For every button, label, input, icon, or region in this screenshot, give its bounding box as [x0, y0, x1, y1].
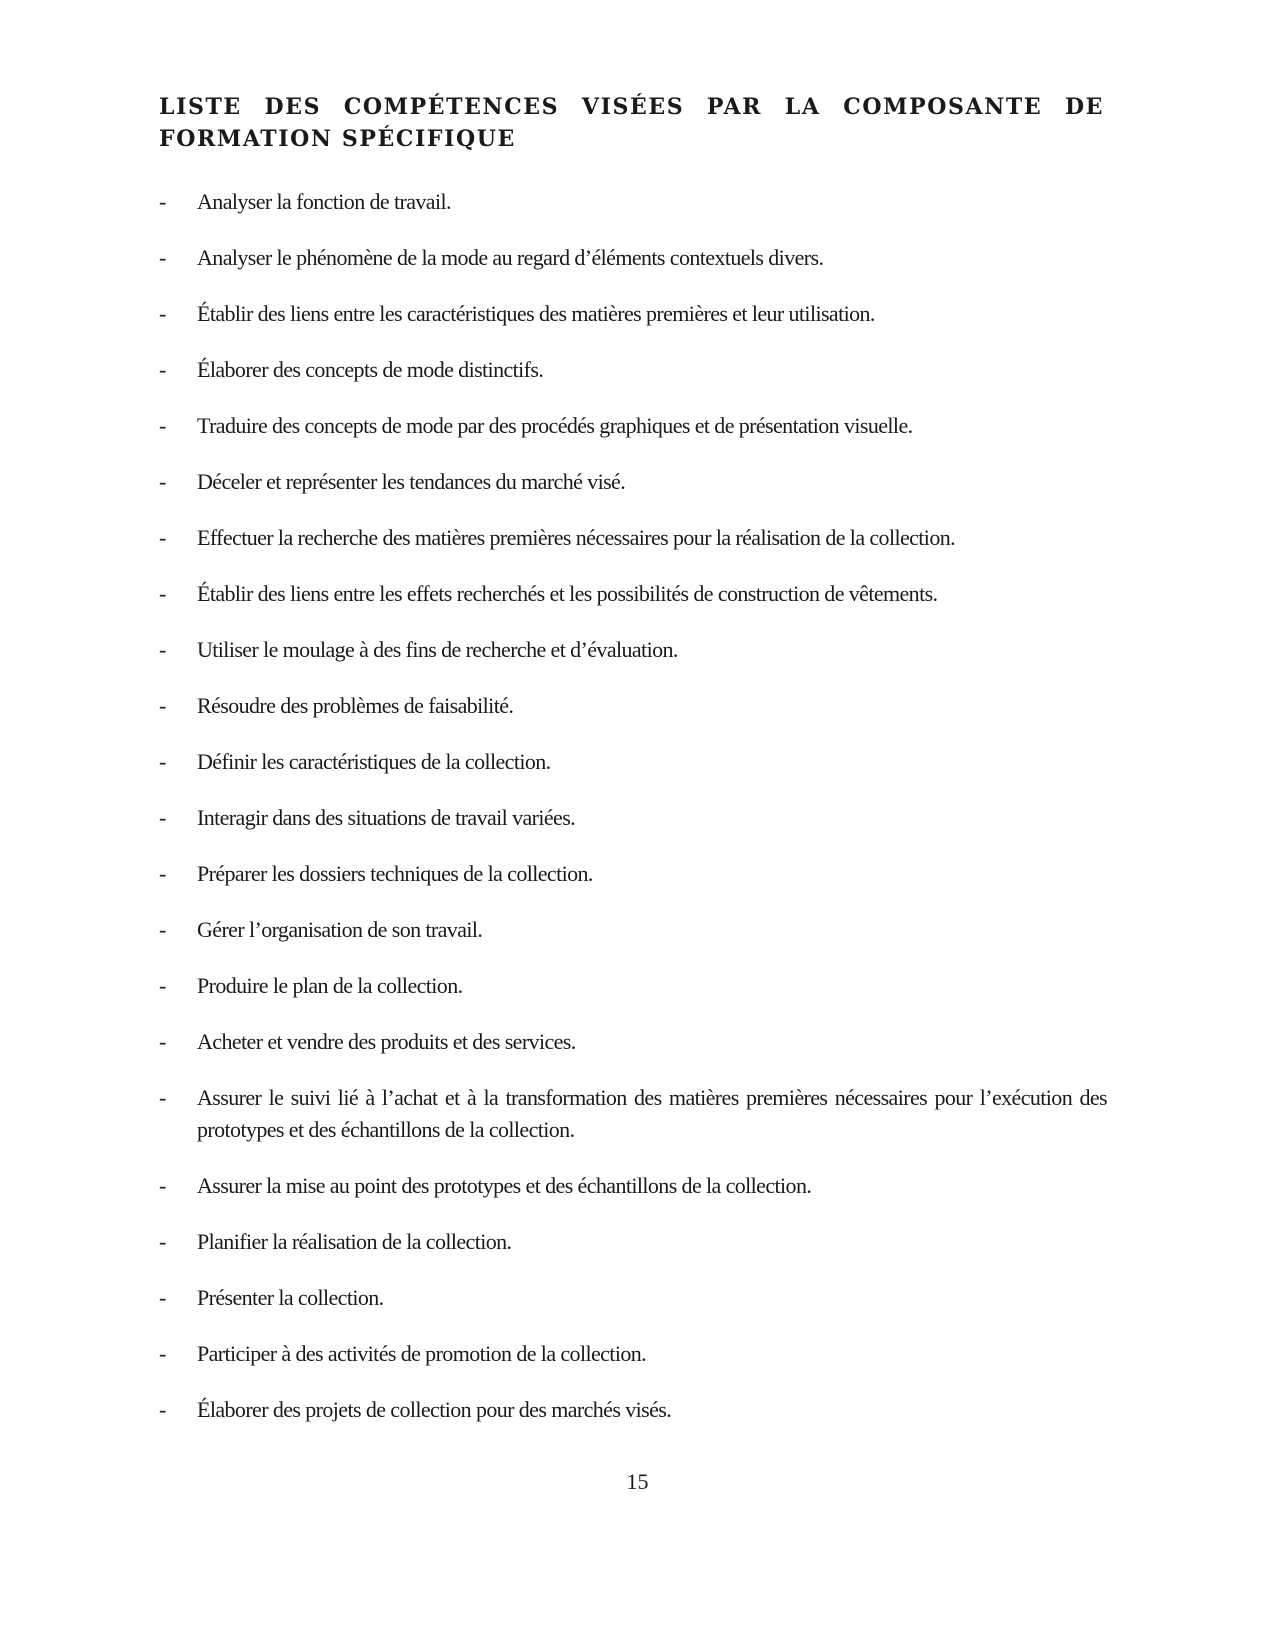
- bullet-dash: -: [159, 245, 166, 270]
- section-heading: LISTE DES COMPÉTENCES VISÉES PAR LA COMPOSANTE DE FORMATION SPÉCIFIQUE: [159, 94, 1104, 152]
- bullet-dash: -: [159, 1229, 166, 1254]
- bullet-dash: -: [159, 469, 166, 494]
- list-item-text: Assurer le suivi lié à l’achat et à la transformation des matières premières nécessaires pour l’exécution des prototypes et des échantillons de la collection.: [197, 1085, 1107, 1142]
- bullet-dash: -: [159, 637, 166, 662]
- list-item-text: Gérer l’organisation de son travail.: [197, 917, 483, 942]
- list-item-text: Acheter et vendre des produits et des services.: [197, 1029, 576, 1054]
- bullet-dash: -: [159, 357, 166, 382]
- list-item: [159, 1170, 1107, 1202]
- bullet-dash: -: [159, 525, 166, 550]
- list-item: [159, 242, 1107, 274]
- list-item-text: Élaborer des concepts de mode distinctifs.: [197, 357, 544, 382]
- bullet-dash: -: [159, 973, 166, 998]
- list-item: [159, 690, 1107, 722]
- list-item-text: Élaborer des projets de collection pour des marchés visés.: [197, 1397, 672, 1422]
- bullet-dash: -: [159, 413, 166, 438]
- bullet-dash: -: [159, 1085, 166, 1110]
- list-item: [159, 1338, 1107, 1370]
- list-item: [159, 1026, 1107, 1058]
- bullet-dash: -: [159, 805, 166, 830]
- list-item-text: Analyser la fonction de travail.: [197, 189, 451, 214]
- bullet-dash: -: [159, 917, 166, 942]
- bullet-dash: -: [159, 1341, 166, 1366]
- list-item-text: Interagir dans des situations de travail variées.: [197, 805, 576, 830]
- list-item: [159, 1226, 1107, 1258]
- bullet-dash: -: [159, 301, 166, 326]
- list-item-text: Déceler et représenter les tendances du marché visé.: [197, 469, 626, 494]
- bullet-dash: -: [159, 749, 166, 774]
- list-item: [159, 970, 1107, 1002]
- list-item: [159, 186, 1107, 218]
- list-item: [159, 466, 1107, 498]
- list-item: [159, 746, 1107, 778]
- competence-list: [159, 186, 1107, 1450]
- list-item: [159, 858, 1107, 890]
- list-item-text: Participer à des activités de promotion de la collection.: [197, 1341, 647, 1366]
- list-item: [159, 1394, 1107, 1426]
- list-item: [159, 522, 1107, 554]
- list-item: [159, 578, 1107, 610]
- list-item-text: Définir les caractéristiques de la collection.: [197, 749, 551, 774]
- list-item-text: Effectuer la recherche des matières premières nécessaires pour la réalisation de la collection.: [197, 525, 956, 550]
- list-item-text: Analyser le phénomène de la mode au regard d’éléments contextuels divers.: [197, 245, 824, 270]
- bullet-dash: -: [159, 861, 166, 886]
- list-item-text: Assurer la mise au point des prototypes et des échantillons de la collection.: [197, 1173, 812, 1198]
- list-item: [159, 634, 1107, 666]
- page-number: 15: [626, 1469, 649, 1494]
- list-item-text: Établir des liens entre les caractéristiques des matières premières et leur utilisation.: [197, 301, 875, 326]
- list-item: [159, 802, 1107, 834]
- list-item: [159, 914, 1107, 946]
- list-item: [159, 1082, 1107, 1146]
- list-item-text: Établir des liens entre les effets recherchés et les possibilités de construction de vêtements.: [197, 581, 938, 606]
- bullet-dash: -: [159, 189, 166, 214]
- list-item-text: Planifier la réalisation de la collection.: [197, 1229, 512, 1254]
- bullet-dash: -: [159, 693, 166, 718]
- list-item: [159, 1282, 1107, 1314]
- list-item-text: Utiliser le moulage à des fins de recherche et d’évaluation.: [197, 637, 678, 662]
- bullet-dash: -: [159, 1173, 166, 1198]
- list-item: [159, 410, 1107, 442]
- bullet-dash: -: [159, 1397, 166, 1422]
- bullet-dash: -: [159, 1285, 166, 1310]
- list-item-text: Présenter la collection.: [197, 1285, 384, 1310]
- list-item: [159, 298, 1107, 330]
- list-item: [159, 354, 1107, 386]
- bullet-dash: -: [159, 581, 166, 606]
- list-item-text: Traduire des concepts de mode par des procédés graphiques et de présentation visuelle.: [197, 413, 913, 438]
- bullet-dash: -: [159, 1029, 166, 1054]
- list-item-text: Résoudre des problèmes de faisabilité.: [197, 693, 514, 718]
- list-item-text: Préparer les dossiers techniques de la collection.: [197, 861, 593, 886]
- list-item-text: Produire le plan de la collection.: [197, 973, 463, 998]
